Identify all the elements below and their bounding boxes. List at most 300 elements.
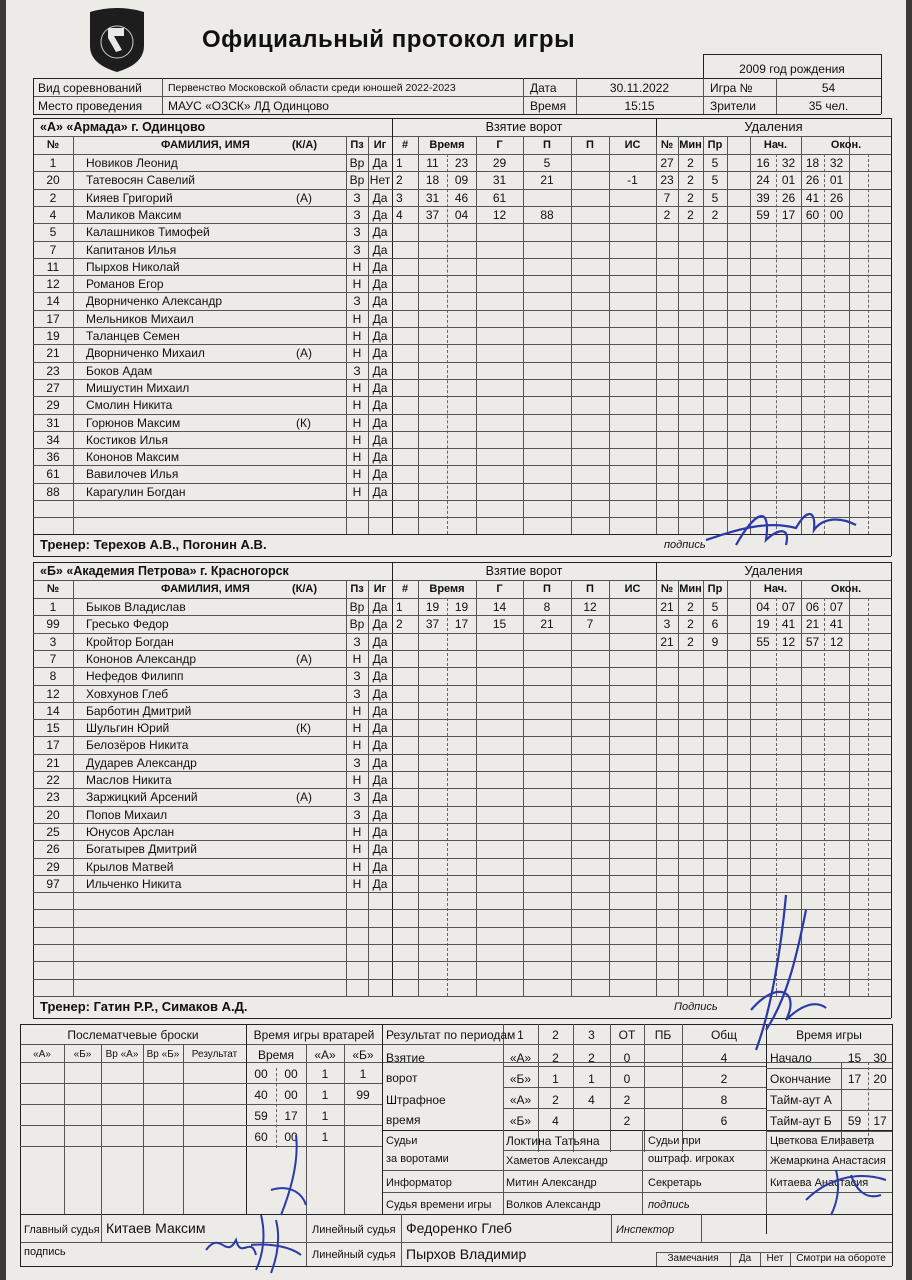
player-played: Да xyxy=(372,703,388,718)
grid-line xyxy=(503,1130,504,1214)
goalie-time-col: «А» xyxy=(314,1048,336,1062)
goal-judge-2: Хаметов Александр xyxy=(506,1155,608,1167)
player-position: Н xyxy=(352,311,362,326)
game-number: 54 xyxy=(821,81,836,95)
penalty-start-min: 04 xyxy=(756,600,770,614)
goals-title: Взятие ворот xyxy=(485,564,563,578)
period-value: 1 xyxy=(552,1072,559,1086)
player-role: (К) xyxy=(296,721,311,736)
coach-a-signature xyxy=(696,500,866,560)
shootout-col: «Б» xyxy=(73,1049,92,1060)
penalty-player: 7 xyxy=(663,190,671,205)
birth-year: 2009 год рождения xyxy=(739,62,845,76)
referee-signature xyxy=(201,1205,311,1275)
player-name: Дворниченко Александр xyxy=(86,294,223,309)
goal-second: 04 xyxy=(454,207,469,222)
goal-number: 4 xyxy=(396,207,403,222)
player-position: Н xyxy=(352,346,362,361)
period-col: 2 xyxy=(552,1028,559,1042)
player-played: Да xyxy=(372,294,388,309)
game-time-label: Окончание xyxy=(770,1072,831,1086)
player-number: 20 xyxy=(46,173,60,188)
col-played: Иг xyxy=(373,583,387,595)
penalty-end-sec: 07 xyxy=(829,600,844,614)
penalty-end-sec: 32 xyxy=(829,156,844,170)
goal-assist-1: 5 xyxy=(543,156,551,170)
penalty-reason: 6 xyxy=(711,617,719,632)
goal-assist-1: 21 xyxy=(540,173,554,188)
penalty-end-sec: 12 xyxy=(829,634,844,649)
player-position: Вр xyxy=(349,156,365,170)
coach-b-signature xyxy=(726,890,836,1060)
player-position: Н xyxy=(352,432,362,447)
player-name: Карагулин Богдан xyxy=(86,484,186,499)
period-value: 1 xyxy=(588,1072,595,1086)
page-title: Официальный протокол игры xyxy=(202,26,576,53)
grid-line xyxy=(64,1044,65,1214)
player-number: 2 xyxy=(49,190,57,205)
col-name: ФАМИЛИЯ, ИМЯ xyxy=(161,583,250,595)
period-col: Общ xyxy=(710,1028,738,1042)
player-position: З xyxy=(353,807,361,822)
time-value: 15:15 xyxy=(624,99,655,113)
player-number: 1 xyxy=(49,156,57,170)
goalie-time-col: Время xyxy=(257,1048,295,1062)
col-role: (К/А) xyxy=(292,139,318,151)
player-number: 25 xyxy=(46,824,60,839)
player-number: 23 xyxy=(46,363,60,378)
grid-line xyxy=(20,1214,21,1266)
player-played: Да xyxy=(372,790,388,805)
player-position: Н xyxy=(352,703,362,718)
goalie-a: 1 xyxy=(321,1067,329,1081)
grid-line xyxy=(503,1087,766,1088)
penalties-title: Удаления xyxy=(744,119,803,134)
goal-minute: 11 xyxy=(426,156,439,170)
penalty-judges-label: оштраф. игроках xyxy=(648,1153,735,1165)
pim-label: время xyxy=(386,1113,421,1127)
goal-second: 09 xyxy=(454,173,469,188)
player-position: З xyxy=(353,363,361,378)
player-position: Н xyxy=(352,450,362,465)
player-position: З xyxy=(353,225,361,240)
penalty-player: 3 xyxy=(663,617,671,632)
player-played: Да xyxy=(372,600,388,614)
player-played: Да xyxy=(372,415,388,430)
goal-number: 3 xyxy=(396,190,403,205)
player-name: Ильченко Никита xyxy=(86,876,182,891)
penalty-player: 27 xyxy=(660,156,674,170)
grid-line xyxy=(727,136,728,534)
player-position: З xyxy=(353,790,361,805)
col-assist-2: П xyxy=(586,583,594,595)
coach-sign-label: подпись xyxy=(664,539,706,551)
col-goal-situation: ИС xyxy=(624,583,641,595)
penalty-start-min: 55 xyxy=(756,634,770,649)
period-team: «Б» xyxy=(509,1114,532,1128)
player-number: 1 xyxy=(49,600,57,614)
grid-line xyxy=(447,598,448,996)
goalie-time-sec: 00 xyxy=(284,1067,298,1081)
grid-line xyxy=(20,1146,246,1147)
grid-line xyxy=(246,1104,382,1105)
grid-line xyxy=(523,136,524,534)
goal-scorer: 12 xyxy=(492,207,507,222)
player-played: Да xyxy=(372,329,388,343)
col-pen-reason: Пр xyxy=(707,583,723,595)
grid-line xyxy=(382,1130,383,1214)
player-played: Да xyxy=(372,617,388,632)
player-role: (А) xyxy=(296,190,312,205)
shootout-title: Послематчевые броски xyxy=(67,1028,199,1042)
coach-names: Тренер: Терехов А.В., Погонин А.В. xyxy=(40,537,267,552)
penalty-end-min: 57 xyxy=(805,634,820,649)
grid-line xyxy=(101,1044,102,1214)
penalty-end-min: 60 xyxy=(805,207,820,222)
goal-number: 2 xyxy=(396,173,403,188)
goal-second: 19 xyxy=(454,600,469,614)
secretary-sign-label: подпись xyxy=(648,1199,690,1211)
player-played: Да xyxy=(372,242,388,257)
goalie-a: 1 xyxy=(321,1130,329,1144)
player-number: 17 xyxy=(46,738,60,753)
player-played: Нет xyxy=(369,173,391,188)
grid-line xyxy=(571,136,572,534)
period-team: «Б» xyxy=(509,1072,532,1086)
goal-second: 46 xyxy=(454,190,469,205)
secretary-name: Китаева Анастасия xyxy=(770,1177,869,1189)
col-goal-situation: ИС xyxy=(624,139,641,151)
player-number: 31 xyxy=(46,415,60,430)
player-role: (К) xyxy=(296,415,311,430)
informer-label: Информатор xyxy=(386,1177,452,1189)
shootout-col: «А» xyxy=(33,1049,51,1060)
col-no: № xyxy=(46,139,60,151)
player-name: Юнусов Арслан xyxy=(86,824,175,839)
goal-second: 23 xyxy=(454,156,469,170)
penalty-end-min: 26 xyxy=(805,173,820,188)
period-value: 2 xyxy=(623,1114,631,1128)
period-value: 0 xyxy=(623,1072,631,1086)
player-position: З xyxy=(353,190,361,205)
penalty-reason: 2 xyxy=(711,207,719,222)
remarks-label: Замечания xyxy=(667,1253,719,1264)
player-played: Да xyxy=(372,738,388,753)
grid-line xyxy=(73,136,74,534)
player-number: 99 xyxy=(46,617,60,632)
player-name: Вавилочев Илья xyxy=(86,467,179,482)
player-number: 20 xyxy=(46,807,60,822)
player-name: Кононов Максим xyxy=(86,450,180,465)
spectators-value: 35 чел. xyxy=(808,99,849,113)
player-position: З xyxy=(353,686,361,701)
period-value: 6 xyxy=(720,1114,728,1128)
player-played: Да xyxy=(372,467,388,482)
goal-assist-2: 7 xyxy=(586,617,594,632)
player-name: Пырхов Николай xyxy=(86,259,180,274)
player-position: З xyxy=(353,207,361,222)
grid-line xyxy=(503,1108,766,1109)
penalty-judges-label: Судьи при xyxy=(648,1135,701,1147)
player-name: Мельников Михаил xyxy=(86,311,194,326)
player-name: Костиков Илья xyxy=(86,432,169,447)
col-pen-end: Окон. xyxy=(830,139,862,151)
player-number: 5 xyxy=(49,225,57,240)
player-played: Да xyxy=(372,450,388,465)
penalty-reason: 9 xyxy=(711,634,719,649)
period-value: 0 xyxy=(623,1051,631,1065)
penalty-minutes: 2 xyxy=(687,617,694,632)
player-number: 12 xyxy=(46,686,60,701)
grid-line xyxy=(766,1068,892,1069)
secretary-signature xyxy=(796,1160,896,1220)
grid-line xyxy=(891,562,892,1018)
timekeeper-name: Волков Александр xyxy=(506,1199,601,1211)
linesman-label: Линейный судья xyxy=(312,1224,396,1236)
pim-label: Штрафное xyxy=(386,1093,446,1107)
grid-line xyxy=(392,118,393,534)
player-name: Маликов Максим xyxy=(86,207,182,222)
player-number: 3 xyxy=(49,634,57,649)
col-goal-time: Время xyxy=(429,139,465,151)
player-role: (А) xyxy=(296,346,312,361)
player-played: Да xyxy=(372,484,388,499)
player-number: 36 xyxy=(46,450,60,465)
goalie-time-min: 60 xyxy=(254,1130,268,1144)
competition-label: Вид соревнований xyxy=(38,81,142,95)
referee-label: Главный судья xyxy=(24,1224,100,1236)
grid-line xyxy=(143,1044,144,1214)
penalty-start-sec: 01 xyxy=(781,173,796,188)
game-time-min: 15 xyxy=(847,1051,862,1065)
col-position: Пз xyxy=(350,583,364,595)
spectators-label: Зрители xyxy=(710,99,756,113)
grid-line xyxy=(392,562,393,996)
col-played: Иг xyxy=(373,139,387,151)
goalie-time-col: «Б» xyxy=(352,1048,374,1062)
player-number: 7 xyxy=(49,651,57,666)
grid-line xyxy=(642,1130,643,1214)
player-position: Н xyxy=(352,484,362,499)
penalty-end-min: 41 xyxy=(805,190,820,205)
player-played: Да xyxy=(372,207,388,222)
player-name: Кононов Александр xyxy=(86,651,197,666)
player-played: Да xyxy=(372,686,388,701)
goal-judges-label: Судьи xyxy=(386,1135,418,1147)
player-number: 26 xyxy=(46,842,60,857)
grid-line xyxy=(766,1131,892,1132)
player-number: 34 xyxy=(46,432,60,447)
goal-scorer: 61 xyxy=(492,190,507,205)
penalty-minutes: 2 xyxy=(687,600,694,614)
penalty-start-sec: 12 xyxy=(781,634,796,649)
goal-number: 1 xyxy=(396,156,403,170)
player-name: Дворниченко Михаил xyxy=(86,346,205,361)
col-goal-number: # xyxy=(401,139,409,151)
time-label: Время xyxy=(530,99,567,113)
informer-name: Митин Александр xyxy=(506,1177,597,1189)
player-name: Кройтор Богдан xyxy=(86,634,174,649)
col-pen-start: Нач. xyxy=(763,583,788,595)
col-position: Пз xyxy=(350,139,364,151)
col-goal-scorer: Г xyxy=(496,139,503,151)
player-position: Н xyxy=(352,859,362,874)
grid-line xyxy=(701,1214,702,1242)
period-col: 1 xyxy=(517,1028,524,1042)
goal-judges-label: за воротами xyxy=(386,1153,449,1165)
player-number: 21 xyxy=(46,346,60,361)
period-team: «А» xyxy=(509,1093,532,1107)
game-time-label: Тайм-аут Б xyxy=(770,1114,832,1128)
grid-line xyxy=(20,1125,246,1126)
player-position: З xyxy=(353,242,361,257)
goalie-time-sec: 00 xyxy=(284,1088,298,1102)
goal-scorer: 29 xyxy=(492,156,507,170)
col-pen-no: № xyxy=(660,139,674,151)
goal-minute: 19 xyxy=(425,600,440,614)
player-number: 15 xyxy=(46,721,60,736)
penalty-minutes: 2 xyxy=(687,173,694,188)
goal-minute: 37 xyxy=(425,617,440,632)
player-played: Да xyxy=(372,876,388,891)
player-played: Да xyxy=(372,363,388,378)
col-role: (К/А) xyxy=(292,583,318,595)
penalty-start-sec: 17 xyxy=(781,207,796,222)
penalty-minutes: 2 xyxy=(687,156,694,170)
player-name: Крылов Матвей xyxy=(86,859,174,874)
period-col: ОТ xyxy=(618,1028,636,1042)
date-label: Дата xyxy=(530,81,557,95)
penalty-player: 21 xyxy=(660,600,674,614)
player-position: Вр xyxy=(349,600,365,614)
goal-scorer: 15 xyxy=(492,617,507,632)
period-team: «А» xyxy=(509,1051,532,1065)
player-played: Да xyxy=(372,669,388,684)
player-number: 27 xyxy=(46,380,60,395)
player-name: Боков Адам xyxy=(86,363,153,378)
penalty-end-sec: 00 xyxy=(829,207,844,222)
game-time-sec: 30 xyxy=(873,1051,887,1065)
grid-line xyxy=(382,1130,892,1131)
penalty-start-sec: 26 xyxy=(781,190,796,205)
player-number: 22 xyxy=(46,773,60,787)
goals-title: Взятие ворот xyxy=(485,120,563,134)
period-value: 4 xyxy=(720,1051,728,1065)
penalty-judge-2: Жемаркина Анастасия xyxy=(770,1155,886,1167)
player-played: Да xyxy=(372,277,388,292)
period-value: 4 xyxy=(552,1114,559,1128)
goal-assist-1: 88 xyxy=(540,207,554,222)
goal-number: 1 xyxy=(396,600,403,614)
col-assist-1: П xyxy=(543,583,551,595)
shootout-col: Результат xyxy=(191,1049,238,1060)
player-position: Вр xyxy=(349,173,365,188)
period-value: 4 xyxy=(588,1093,595,1107)
period-value: 2 xyxy=(720,1072,728,1086)
goalie-a: 1 xyxy=(321,1088,329,1102)
player-name: Горюнов Максим xyxy=(86,415,181,430)
grid-line xyxy=(183,1044,184,1214)
grid-line xyxy=(33,362,891,363)
player-played: Да xyxy=(372,346,388,361)
grid-line xyxy=(766,1089,892,1090)
grid-line xyxy=(503,1066,766,1067)
game-time-sec: 20 xyxy=(873,1072,887,1086)
referee-name: Китаев Максим xyxy=(106,1220,206,1236)
player-name: Татевосян Савелий xyxy=(86,173,196,188)
player-position: Вр xyxy=(349,617,365,632)
player-number: 12 xyxy=(46,277,60,292)
penalty-minutes: 2 xyxy=(687,207,694,222)
col-pen-no: № xyxy=(660,583,674,595)
player-name: Калашников Тимофей xyxy=(86,225,210,240)
col-goal-scorer: Г xyxy=(496,583,503,595)
penalty-end-min: 18 xyxy=(805,156,820,170)
player-number: 61 xyxy=(46,467,60,482)
player-number: 19 xyxy=(46,329,60,343)
player-position: Н xyxy=(352,259,362,274)
player-name: Капитанов Илья xyxy=(86,242,177,257)
penalty-reason: 5 xyxy=(711,600,719,614)
goal-situation: -1 xyxy=(627,173,638,188)
player-played: Да xyxy=(372,156,388,170)
goalie-time-sec: 17 xyxy=(284,1109,298,1123)
player-number: 97 xyxy=(46,876,60,891)
see-back-label: Смотри на обороте xyxy=(796,1253,886,1264)
goal-minute: 37 xyxy=(425,207,440,222)
period-value: 2 xyxy=(623,1093,631,1107)
player-position: З xyxy=(353,634,361,649)
team-title: «А» «Армада» г. Одинцово xyxy=(40,120,206,134)
period-col: ПБ xyxy=(654,1028,672,1042)
player-played: Да xyxy=(372,432,388,447)
player-name: Барботин Дмитрий xyxy=(86,703,192,718)
competition-value: Первенство Московской области среди юношей 2022-2023 xyxy=(168,82,456,94)
penalty-start-min: 24 xyxy=(756,173,770,188)
period-value: 2 xyxy=(588,1051,595,1065)
player-name: Новиков Леонид xyxy=(86,156,178,170)
penalty-end-sec: 41 xyxy=(829,617,844,632)
goalie-time-min: 40 xyxy=(254,1088,268,1102)
col-assist-1: П xyxy=(543,139,551,151)
player-name: Ховхунов Глеб xyxy=(86,686,169,701)
game-time-min: 59 xyxy=(847,1114,862,1128)
player-name: Богатырев Дмитрий xyxy=(86,842,197,857)
game-time-label: Тайм-аут А xyxy=(770,1093,832,1107)
penalty-start-min: 16 xyxy=(756,156,770,170)
player-number: 14 xyxy=(46,703,60,718)
coach-sign-label: Подпись xyxy=(674,1001,718,1013)
goal-second: 17 xyxy=(454,617,469,632)
penalties-title: Удаления xyxy=(744,563,803,578)
col-goal-number: # xyxy=(401,583,409,595)
player-number: 29 xyxy=(46,859,60,874)
goal-scorer: 31 xyxy=(492,173,507,188)
player-number: 7 xyxy=(49,242,57,257)
player-number: 21 xyxy=(46,755,60,770)
game-label: Игра № xyxy=(710,81,753,95)
penalty-start-min: 59 xyxy=(756,207,770,222)
player-played: Да xyxy=(372,755,388,770)
player-played: Да xyxy=(372,859,388,874)
penalty-end-sec: 01 xyxy=(829,173,844,188)
penalty-start-sec: 07 xyxy=(781,600,796,614)
goal-assist-2: 12 xyxy=(583,600,597,614)
remarks-no: Нет xyxy=(766,1253,784,1264)
grid-line xyxy=(101,1214,102,1242)
player-played: Да xyxy=(372,807,388,822)
grid-line xyxy=(401,1214,402,1266)
